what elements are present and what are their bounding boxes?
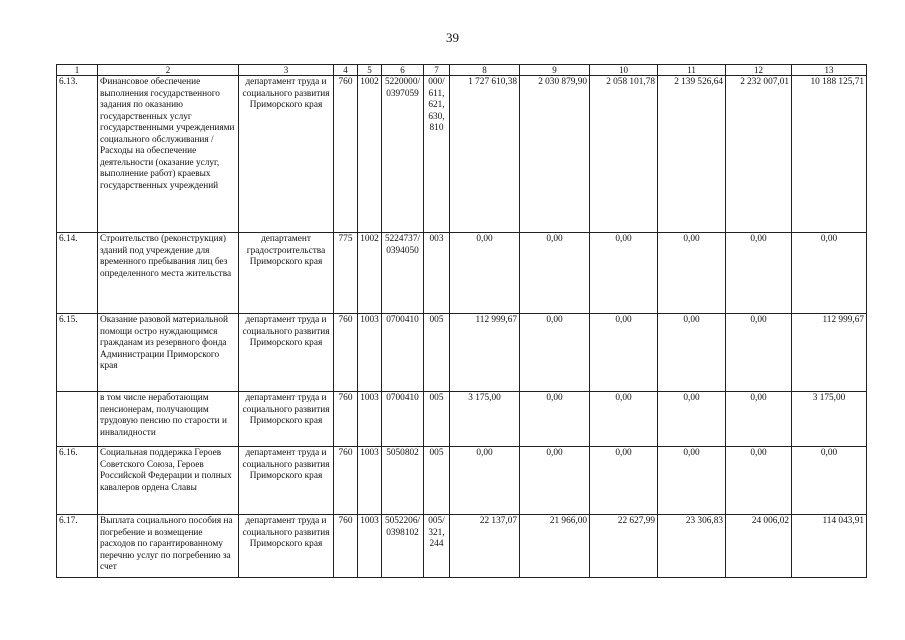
value-col-9: 2 030 879,90 (520, 76, 590, 233)
code-col-5: 1003 (358, 447, 382, 515)
item-description: Финансовое обеспечение выполнения государственного задания по оказанию государственных услуг государственными учреждениями социального обслуживания /Расходы на обеспечение деятельности (оказание услуг, выполнение работ) краевых государственных учреждений (98, 76, 239, 233)
code-col-5: 1003 (358, 515, 382, 578)
value-col-12: 24 006,02 (726, 515, 792, 578)
value-col-8: 112 999,67 (450, 314, 520, 392)
code-col-7: 005 (424, 392, 450, 447)
code-col-6: 0700410 (382, 314, 424, 392)
budget-table (56, 64, 867, 578)
value-col-8: 0,00 (450, 233, 520, 314)
item-description: в том числе неработающим пенсионерам, получающим трудовую пенсию по старости и инвалидности (98, 392, 239, 447)
value-col-8: 3 175,00 (450, 392, 520, 447)
code-col-4: 760 (334, 392, 358, 447)
value-col-13: 10 188 125,71 (792, 76, 867, 233)
value-col-10: 0,00 (590, 233, 658, 314)
table-row (57, 515, 867, 578)
value-col-10: 0,00 (590, 447, 658, 515)
item-number: 6.14. (57, 233, 98, 314)
code-col-5: 1003 (358, 314, 382, 392)
code-col-5: 1003 (358, 392, 382, 447)
table-row (57, 392, 867, 447)
table-row (57, 314, 867, 392)
department: департамент труда и социального развития Приморского края (239, 447, 334, 515)
value-col-11: 0,00 (658, 392, 726, 447)
value-col-12: 2 232 007,01 (726, 76, 792, 233)
code-col-4: 760 (334, 515, 358, 578)
code-col-7: 005/ 321, 244 (424, 515, 450, 578)
header-row (57, 65, 867, 76)
value-col-11: 2 139 526,64 (658, 76, 726, 233)
value-col-13: 112 999,67 (792, 314, 867, 392)
code-col-7: 005 (424, 314, 450, 392)
value-col-9: 0,00 (520, 314, 590, 392)
value-col-8: 22 137,07 (450, 515, 520, 578)
value-col-8: 0,00 (450, 447, 520, 515)
code-col-6: 5052206/ 0398102 (382, 515, 424, 578)
department: департамент труда и социального развития Приморского края (239, 76, 334, 233)
table-row (57, 447, 867, 515)
value-col-8: 1 727 610,38 (450, 76, 520, 233)
code-col-5: 1002 (358, 233, 382, 314)
value-col-11: 0,00 (658, 233, 726, 314)
value-col-9: 21 966,00 (520, 515, 590, 578)
item-number: 6.13. (57, 76, 98, 233)
table-row (57, 233, 867, 314)
item-number (57, 392, 98, 447)
column-header: 12 (726, 65, 792, 76)
value-col-13: 114 043,91 (792, 515, 867, 578)
column-header: 6 (382, 65, 424, 76)
item-description: Оказание разовой материальной помощи остро нуждающимся гражданам из резервного фонда Администрации Приморского края (98, 314, 239, 392)
column-header: 4 (334, 65, 358, 76)
value-col-11: 23 306,83 (658, 515, 726, 578)
department: департамент труда и социального развития Приморского края (239, 515, 334, 578)
department: департамент труда и социального развития Приморского края (239, 314, 334, 392)
code-col-4: 775 (334, 233, 358, 314)
value-col-9: 0,00 (520, 447, 590, 515)
item-description: Строительство (реконструкция) зданий под учреждение для временного пребывания лиц без определенного места жительства (98, 233, 239, 314)
item-description: Социальная поддержка Героев Советского Союза, Героев Российской Федерации и полных кавалеров ордена Славы (98, 447, 239, 515)
value-col-9: 0,00 (520, 233, 590, 314)
value-col-10: 22 627,99 (590, 515, 658, 578)
item-number: 6.17. (57, 515, 98, 578)
column-header: 9 (520, 65, 590, 76)
code-col-6: 5050802 (382, 447, 424, 515)
value-col-13: 3 175,00 (792, 392, 867, 447)
value-col-9: 0,00 (520, 392, 590, 447)
code-col-7: 005 (424, 447, 450, 515)
item-number: 6.16. (57, 447, 98, 515)
value-col-12: 0,00 (726, 314, 792, 392)
item-description: Выплата социального пособия на погребение и возмещение расходов по гарантированному перечню услуг по погребению за счет (98, 515, 239, 578)
code-col-5: 1002 (358, 76, 382, 233)
code-col-6: 5224737/ 0394050 (382, 233, 424, 314)
value-col-11: 0,00 (658, 314, 726, 392)
value-col-10: 0,00 (590, 314, 658, 392)
column-header: 10 (590, 65, 658, 76)
code-col-7: 003 (424, 233, 450, 314)
value-col-11: 0,00 (658, 447, 726, 515)
value-col-13: 0,00 (792, 233, 867, 314)
department: департамент градостроительства Приморского края (239, 233, 334, 314)
page-number: 39 (446, 30, 459, 45)
code-col-7: 000/ 611, 621, 630, 810 (424, 76, 450, 233)
department: департамент труда и социального развития Приморского края (239, 392, 334, 447)
value-col-10: 0,00 (590, 392, 658, 447)
column-header: 8 (450, 65, 520, 76)
column-header: 1 (57, 65, 98, 76)
column-header: 3 (239, 65, 334, 76)
item-number: 6.15. (57, 314, 98, 392)
code-col-4: 760 (334, 314, 358, 392)
value-col-12: 0,00 (726, 447, 792, 515)
table-row (57, 76, 867, 233)
value-col-10: 2 058 101,78 (590, 76, 658, 233)
code-col-6: 5220000/ 0397059 (382, 76, 424, 233)
code-col-4: 760 (334, 76, 358, 233)
value-col-13: 0,00 (792, 447, 867, 515)
column-header: 5 (358, 65, 382, 76)
column-header: 7 (424, 65, 450, 76)
value-col-12: 0,00 (726, 233, 792, 314)
value-col-12: 0,00 (726, 392, 792, 447)
code-col-6: 0700410 (382, 392, 424, 447)
column-header: 13 (792, 65, 867, 76)
column-header: 2 (98, 65, 239, 76)
column-header: 11 (658, 65, 726, 76)
code-col-4: 760 (334, 447, 358, 515)
